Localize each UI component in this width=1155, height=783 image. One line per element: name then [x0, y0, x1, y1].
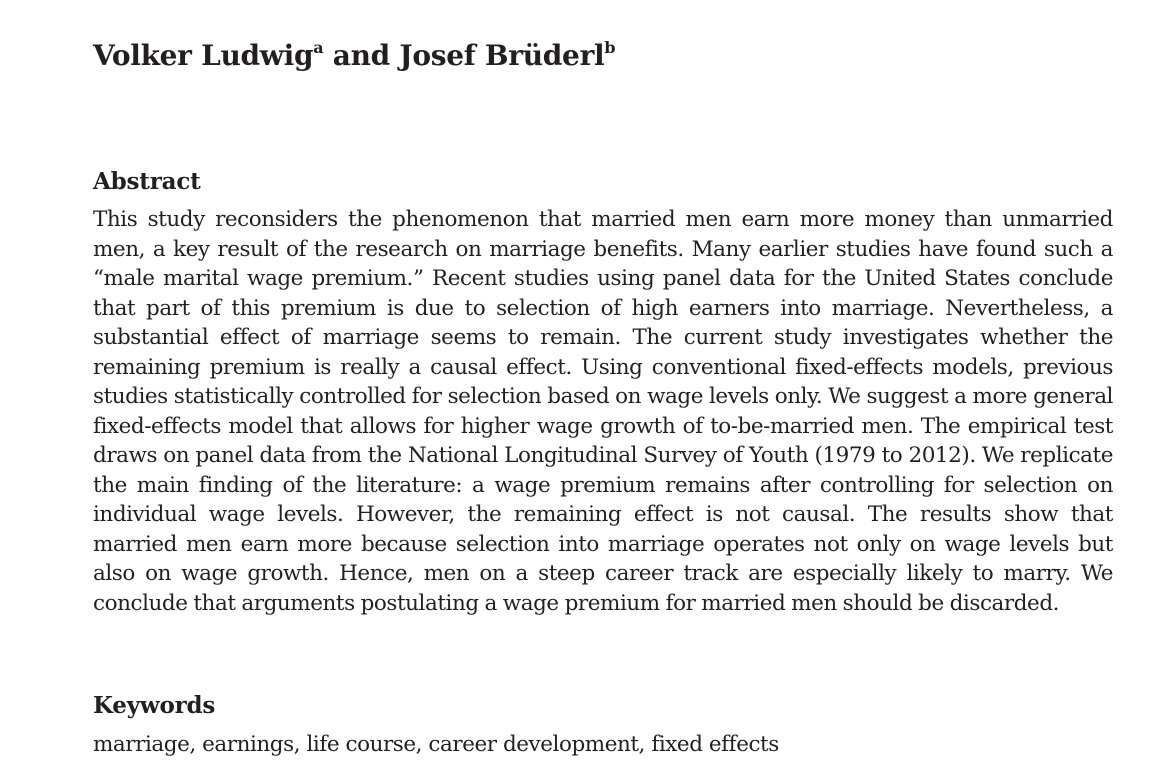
author-name: Josef Brüderl [399, 39, 605, 72]
author-line [93, 36, 615, 76]
affiliation-marker: a [313, 37, 324, 57]
affiliation-marker: b [604, 37, 616, 57]
author-name: Volker Ludwig [93, 39, 314, 72]
author-conjunction: and [332, 39, 390, 72]
abstract-heading: Abstract [93, 168, 201, 195]
keywords-heading: Keywords [93, 692, 216, 719]
keywords-text: marriage, earnings, life course, career development, fixed effects [93, 732, 779, 757]
abstract-text: This study reconsiders the phenomenon that married men earn more money than unmarried men, a key result of the research on marriage benefits. Many earlier studies have found such a “male marital wage premium.” Recent studies using panel data for the United States conclude that part of this premium is due to selection of high earners into marriage. Nevertheless, a substantial effect of marriage seems to remain. The current study investigates whether the remaining premium is really a causal effect. Using conventional fixed-effects models, previous studies statistically controlled for selection based on wage levels only. We suggest a more general fixed-effects model that allows for higher wage growth of to-be-married men. The empirical test draws on panel data from the National Longitudinal Survey of Youth (1979 to 2012). We replicate the main finding of the literature: a wage premium remains after controlling for selection on individual wage levels. However, the remaining effect is not causal. The results show that married men earn more because selection into marriage operates not only on wage levels but also on wage growth. Hence, men on a steep career track are especially likely to marry. We conclude that arguments postulating a wage premium for married men should be discarded. [93, 207, 1113, 616]
